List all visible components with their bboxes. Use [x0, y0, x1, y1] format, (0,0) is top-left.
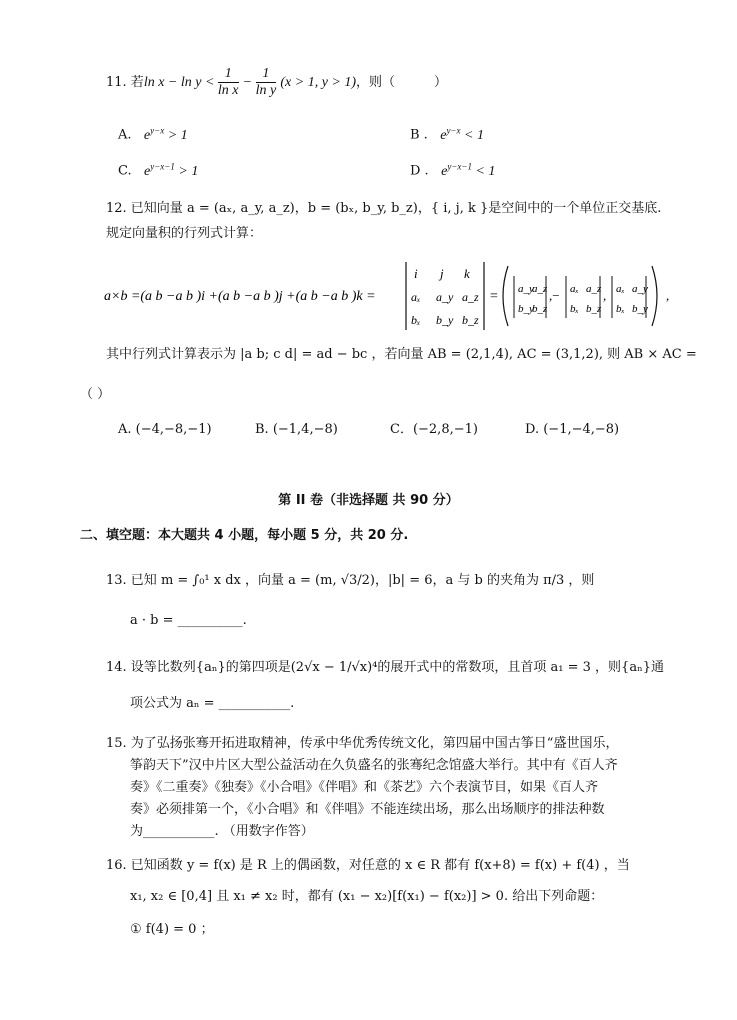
q16-item1: ① f(4) = 0 ； — [130, 922, 214, 937]
q11-stem: 11. 若ln x − ln y < $\frac{1}{\text{ln x}}$ − $\frac{1}{\text{ln y}}$ (x > 1, y > 1)，则（ ） — [106, 66, 448, 98]
svg-text:b_y: b_y — [518, 303, 534, 315]
svg-text:i: i — [414, 266, 418, 281]
q11-option-c: C. $e^{y-x-1} > 1$ — [118, 161, 199, 179]
q16-line2: x₁, x₂ ∈ [0,4] 且 x₁ ≠ x₂ 时，都有 (x₁ − x₂)[f(x₁) − f(x₂)] > 0. 给出下列命题： — [130, 889, 604, 904]
svg-text:,: , — [603, 288, 607, 303]
svg-text:a×b =(a b −a b )i +(a b −a b ): a×b =(a b −a b )i +(a b −a b )j +(a b −a b )k = — [104, 289, 376, 304]
q14-line2: 项公式为 aₙ = ___________. — [130, 696, 295, 711]
svg-text:b_y: b_y — [436, 313, 454, 327]
q13-line1: 13. 已知 m = ∫₀¹ x dx ，向量 a = (m, √3/2)，|b| = 6，a 与 b 的夹角为 π/3 ，则 — [106, 573, 595, 588]
svg-text:aₓ: aₓ — [616, 283, 625, 295]
q14-line1: 14. 设等比数列{aₙ}的第四项是(2√x − 1/√x)⁴的展开式中的常数项，且首项 a₁ = 3 ，则{aₙ}通 — [106, 660, 664, 675]
q13-line2: a · b = __________. — [130, 613, 247, 628]
q12-determinant-formula — [100, 256, 680, 334]
q15-line3: 奏》《二重奏》《独奏》《小合唱》《伴唱》和《茶艺》六个表演节目，如果《百人齐 — [130, 780, 599, 795]
svg-text:aₓ: aₓ — [570, 283, 579, 295]
svg-text:a_y: a_y — [632, 283, 648, 295]
svg-text:bₓ: bₓ — [570, 303, 579, 315]
svg-text:k: k — [464, 266, 470, 281]
svg-text:bₓ: bₓ — [616, 303, 625, 315]
q11-option-a: A. $e^{y-x} > 1$ — [118, 125, 188, 143]
svg-text:bₓ: bₓ — [411, 313, 421, 327]
svg-text:j: j — [440, 266, 444, 281]
svg-text:a_z: a_z — [586, 283, 602, 295]
q16-line1: 16. 已知函数 y = f(x) 是 R 上的偶函数，对任意的 x ∈ R 都有 f(x+8) = f(x) + f(4) ，当 — [106, 858, 630, 873]
q15-line1: 15. 为了弘扬张骞开拓进取精神，传承中华优秀传统文化，第四届中国古筝日“盛世国乐， — [106, 736, 619, 751]
svg-text:b_z: b_z — [586, 303, 602, 315]
q12-stem: 12. 已知向量 a = (aₓ, a_y, a_z)，b = (bₓ, b_y, b_z)，{ i, j, k }是空间中的一个单位正交基底. — [106, 201, 662, 216]
section2-title: 二、填空题：本大题共 4 小题，每小题 5 分，共 20 分. — [80, 528, 409, 543]
svg-text:aₓ: aₓ — [411, 290, 421, 304]
q12-option-d: D. (−1,−4,−8) — [525, 422, 620, 437]
q12-option-c: C．(−2,8,−1) — [390, 422, 478, 437]
q12-line2: 规定向量积的行列式计算： — [106, 226, 263, 241]
q11-option-b: B . $e^{y-x} < 1$ — [410, 125, 484, 143]
part2-title: 第 II 卷（非选择题 共 90 分） — [278, 493, 459, 508]
q15-line2: 筝韵天下”汉中片区大型公益活动在久负盛名的张骞纪念馆盛大举行。其中有《百人齐 — [130, 758, 618, 773]
q12-line4: 其中行列式计算表示为 |a b; c d| = ad − bc ，若向量 AB = (2,1,4), AC = (3,1,2), 则 AB × AC = — [106, 347, 697, 362]
svg-text:b_z: b_z — [532, 303, 548, 315]
svg-text:a_y: a_y — [436, 290, 454, 304]
svg-text:a_z: a_z — [462, 290, 479, 304]
svg-text:,: , — [666, 288, 670, 303]
q15-line4: 奏》必须排第一个，《小合唱》和《伴唱》不能连续出场，那么出场顺序的排法种数 — [130, 802, 605, 817]
q12-option-b: B. (−1,4,−8) — [255, 422, 338, 437]
svg-text:=: = — [490, 289, 498, 304]
svg-text:b_z: b_z — [462, 313, 479, 327]
q12-option-a: A. (−4,−8,−1) — [118, 422, 212, 437]
q15-line5: 为___________. （用数字作答） — [130, 824, 314, 839]
svg-text:a_y: a_y — [518, 283, 534, 295]
q11-option-d: D . $e^{y-x-1} < 1$ — [410, 161, 496, 179]
q12-answer-bracket: （ ） — [80, 387, 111, 402]
svg-text:,−: ,− — [549, 288, 560, 303]
svg-text:a_z: a_z — [532, 283, 548, 295]
svg-text:b_y: b_y — [632, 303, 648, 315]
